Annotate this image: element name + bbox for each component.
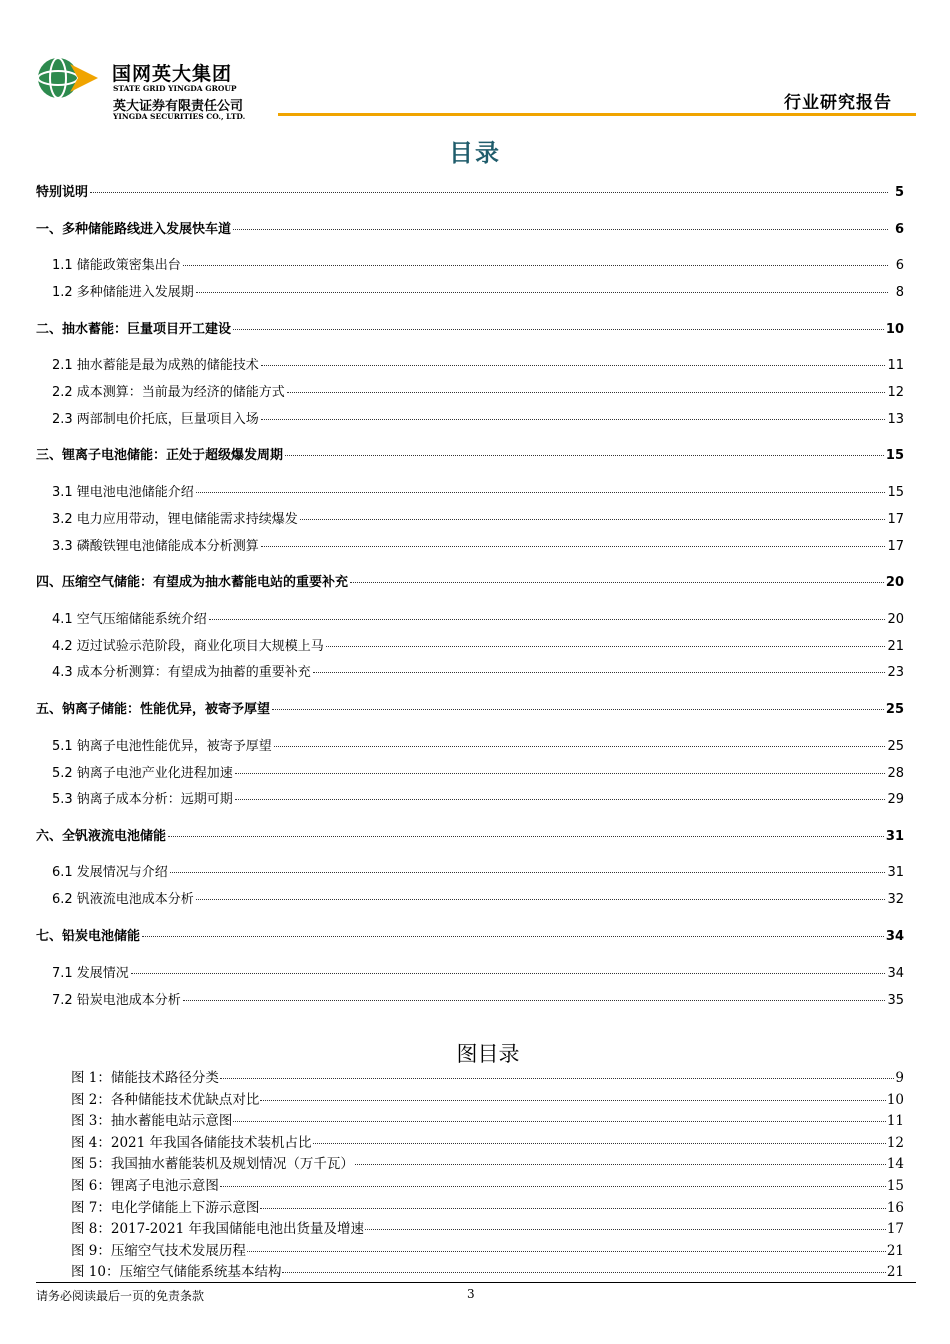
toc-entry-page: 23 xyxy=(887,665,904,680)
figure-entry-page: 12 xyxy=(886,1134,904,1151)
company-name-en: STATE GRID YINGDA GROUP xyxy=(113,84,237,93)
toc-entry[interactable] xyxy=(36,381,904,400)
toc-entry-label: 2.3 两部制电价托底，巨量项目入场 xyxy=(52,412,259,427)
toc-entry[interactable] xyxy=(36,762,904,781)
toc-leader-dots xyxy=(261,546,886,547)
figure-leader-dots xyxy=(260,1100,885,1101)
figure-entry-label: 图 2：各种储能技术优缺点对比 xyxy=(71,1091,260,1108)
toc-leader-dots xyxy=(90,192,888,193)
state-grid-logo-icon xyxy=(36,56,100,100)
figure-leader-dots xyxy=(220,1186,886,1187)
figure-entry-label: 图 3：抽水蓄能电站示意图 xyxy=(71,1113,233,1130)
figure-entry-page: 21 xyxy=(886,1264,904,1281)
toc-entry[interactable] xyxy=(36,608,904,627)
toc-leader-dots xyxy=(235,799,886,800)
toc-entry[interactable] xyxy=(36,218,904,237)
report-type: 行业研究报告 xyxy=(784,93,892,113)
header-divider xyxy=(278,113,916,116)
toc-entry-label: 4.2 迈过试验示范阶段，商业化项目大规模上马 xyxy=(52,639,324,654)
figure-entry[interactable] xyxy=(71,1174,904,1194)
toc-entry[interactable] xyxy=(36,408,904,427)
toc-entry-label: 2.2 成本测算：当前最为经济的储能方式 xyxy=(52,385,285,400)
toc-entry-page: 6 xyxy=(895,258,904,273)
figure-entry[interactable] xyxy=(71,1217,904,1237)
toc-entry-label: 七、铅炭电池储能 xyxy=(36,929,141,944)
toc-leader-dots xyxy=(131,973,886,974)
toc-entry[interactable] xyxy=(36,254,904,273)
toc-entry[interactable] xyxy=(36,861,904,880)
toc-entry[interactable] xyxy=(36,825,904,844)
toc-leader-dots xyxy=(196,492,886,493)
figure-entry-page: 10 xyxy=(886,1091,904,1108)
footer-divider xyxy=(36,1282,916,1283)
toc-entry-label: 特别说明 xyxy=(36,185,89,200)
toc-entry[interactable] xyxy=(36,318,904,337)
toc-entry-page: 31 xyxy=(887,865,904,880)
toc-entry[interactable] xyxy=(36,571,904,590)
figure-entry[interactable] xyxy=(71,1260,904,1280)
toc-leader-dots xyxy=(261,419,886,420)
toc-entry[interactable] xyxy=(36,962,904,981)
toc-entry[interactable] xyxy=(36,444,904,463)
toc-entry[interactable] xyxy=(36,535,904,554)
toc-entry-page: 25 xyxy=(887,739,904,754)
figure-entry-page: 11 xyxy=(886,1113,904,1130)
toc-entry[interactable] xyxy=(36,788,904,807)
figure-entry-label: 图 7：电化学储能上下游示意图 xyxy=(71,1199,260,1216)
toc-entry-label: 1.2 多种储能进入发展期 xyxy=(52,285,194,300)
company-name-cn: 国网英大集团 xyxy=(112,63,233,85)
toc-leader-dots xyxy=(274,746,886,747)
toc-leader-dots xyxy=(183,1000,886,1001)
subsidiary-name-en: YINGDA SECURITIES CO., LTD. xyxy=(113,112,246,121)
figure-entry-label: 图 5：我国抽水蓄能装机及规划情况（万千瓦） xyxy=(71,1156,354,1173)
page-number: 3 xyxy=(467,1287,475,1301)
toc-entry-page: 20 xyxy=(887,612,904,627)
toc-entry-page: 25 xyxy=(885,702,904,717)
toc-leader-dots xyxy=(170,872,886,873)
toc-entry-label: 4.3 成本分析测算：有望成为抽蓄的重要补充 xyxy=(52,665,311,680)
toc-leader-dots xyxy=(326,646,886,647)
toc-entry-page: 10 xyxy=(885,322,904,337)
toc-entry-page: 21 xyxy=(887,639,904,654)
toc-entry-page: 20 xyxy=(885,575,904,590)
toc-entry-page: 32 xyxy=(887,892,904,907)
toc-entry-label: 7.1 发展情况 xyxy=(52,966,129,981)
toc-leader-dots xyxy=(300,519,886,520)
toc-entry[interactable] xyxy=(36,354,904,373)
toc-entry-page: 28 xyxy=(887,766,904,781)
toc-entry-label: 6.1 发展情况与介绍 xyxy=(52,865,168,880)
toc-entry-label: 3.1 锂电池电池储能介绍 xyxy=(52,485,194,500)
toc-entry-page: 34 xyxy=(887,966,904,981)
toc-entry-label: 三、锂离子电池储能：正处于超级爆发周期 xyxy=(36,448,284,463)
toc-entry[interactable] xyxy=(36,508,904,527)
toc-leader-dots xyxy=(235,773,886,774)
toc-entry-page: 15 xyxy=(885,448,904,463)
toc-entry-page: 17 xyxy=(887,512,904,527)
figure-entry[interactable] xyxy=(71,1239,904,1259)
figure-leader-dots xyxy=(247,1251,886,1252)
figure-entry-page: 14 xyxy=(886,1156,904,1173)
toc-leader-dots xyxy=(287,392,886,393)
toc-entry[interactable] xyxy=(36,888,904,907)
figure-entry[interactable] xyxy=(71,1152,904,1172)
toc-entry-label: 5.2 钠离子电池产业化进程加速 xyxy=(52,766,233,781)
toc-entry-page: 13 xyxy=(887,412,904,427)
footer-disclaimer: 请务必阅读最后一页的免责条款 xyxy=(36,1289,205,1303)
figure-entry-label: 图 8：2017-2021 年我国储能电池出货量及增速 xyxy=(71,1221,364,1238)
figure-leader-dots xyxy=(233,1121,885,1122)
figure-entry[interactable] xyxy=(71,1131,904,1151)
figure-leader-dots xyxy=(220,1078,895,1079)
toc-entry[interactable] xyxy=(36,281,904,300)
toc-entry-page: 11 xyxy=(887,358,904,373)
figure-entry-page: 9 xyxy=(895,1070,904,1086)
toc-entry[interactable] xyxy=(36,635,904,654)
toc-entry-label: 二、抽水蓄能：巨量项目开工建设 xyxy=(36,322,232,337)
figure-leader-dots xyxy=(365,1229,886,1230)
figure-list-title: 图目录 xyxy=(456,1042,520,1066)
toc-entry-label: 3.3 磷酸铁锂电池储能成本分析测算 xyxy=(52,539,259,554)
toc-leader-dots xyxy=(183,265,888,266)
toc-leader-dots xyxy=(313,672,886,673)
toc-entry-page: 34 xyxy=(885,929,904,944)
toc-entry-label: 6.2 钒液流电池成本分析 xyxy=(52,892,194,907)
toc-leader-dots xyxy=(272,709,884,710)
figure-entry[interactable] xyxy=(71,1196,904,1216)
toc-leader-dots xyxy=(196,292,888,293)
figure-entry-label: 图 6：锂离子电池示意图 xyxy=(71,1178,219,1194)
toc-entry[interactable] xyxy=(36,661,904,680)
figure-leader-dots xyxy=(260,1208,885,1209)
toc-entry-label: 3.2 电力应用带动，锂电储能需求持续爆发 xyxy=(52,512,298,527)
toc-entry[interactable] xyxy=(36,181,904,200)
figure-entry-page: 16 xyxy=(886,1199,904,1216)
toc-entry-page: 12 xyxy=(887,385,904,400)
toc-entry-label: 四、压缩空气储能：有望成为抽水蓄能电站的重要补充 xyxy=(36,575,349,590)
toc-leader-dots xyxy=(142,936,884,937)
toc-entry[interactable] xyxy=(36,698,904,717)
subsidiary-name-cn: 英大证券有限责任公司 xyxy=(113,99,244,114)
toc-entry-label: 五、钠离子储能：性能优异，被寄予厚望 xyxy=(36,702,271,717)
toc-entry-label: 一、多种储能路线进入发展快车道 xyxy=(36,222,232,237)
toc-entry-page: 6 xyxy=(894,222,904,237)
figure-entry-label: 图 4：2021 年我国各储能技术装机占比 xyxy=(71,1134,312,1151)
toc-entry-label: 六、全钒液流电池储能 xyxy=(36,829,167,844)
toc-entry[interactable] xyxy=(36,989,904,1008)
toc-leader-dots xyxy=(168,836,884,837)
toc-entry[interactable] xyxy=(36,481,904,500)
toc-entry-page: 29 xyxy=(887,792,904,807)
figure-entry[interactable] xyxy=(71,1088,904,1108)
toc-entry-page: 17 xyxy=(887,539,904,554)
figure-entry[interactable] xyxy=(71,1066,904,1086)
toc-leader-dots xyxy=(233,229,888,230)
figure-entry-page: 17 xyxy=(886,1221,904,1238)
toc-entry-page: 8 xyxy=(895,285,904,300)
toc-leader-dots xyxy=(261,365,886,366)
figure-entry-page: 15 xyxy=(886,1178,904,1194)
toc-entry-page: 31 xyxy=(885,829,904,844)
toc-title: 目录 xyxy=(449,139,501,167)
toc-leader-dots xyxy=(285,455,884,456)
toc-entry-page: 5 xyxy=(894,185,904,200)
toc-entry-label: 1.1 储能政策密集出台 xyxy=(52,258,181,273)
toc-entry-label: 7.2 铅炭电池成本分析 xyxy=(52,993,181,1008)
figure-leader-dots xyxy=(282,1272,885,1273)
figure-entry-label: 图 1：储能技术路径分类 xyxy=(71,1070,219,1086)
figure-entry-page: 21 xyxy=(886,1242,904,1259)
toc-entry-page: 15 xyxy=(887,485,904,500)
toc-entry-page: 35 xyxy=(887,993,904,1008)
toc-leader-dots xyxy=(350,582,884,583)
toc-leader-dots xyxy=(196,899,886,900)
figure-entry-label: 图 9：压缩空气技术发展历程 xyxy=(71,1242,246,1259)
figure-leader-dots xyxy=(313,1143,886,1144)
figure-entry-label: 图 10：压缩空气储能系统基本结构 xyxy=(71,1264,282,1281)
toc-entry-label: 5.3 钠离子成本分析：远期可期 xyxy=(52,792,233,807)
toc-entry-label: 4.1 空气压缩储能系统介绍 xyxy=(52,612,207,627)
toc-leader-dots xyxy=(233,329,884,330)
figure-entry[interactable] xyxy=(71,1109,904,1129)
toc-entry-label: 5.1 钠离子电池性能优异，被寄予厚望 xyxy=(52,739,272,754)
toc-leader-dots xyxy=(209,619,886,620)
toc-entry[interactable] xyxy=(36,925,904,944)
toc-entry-label: 2.1 抽水蓄能是最为成熟的储能技术 xyxy=(52,358,259,373)
figure-leader-dots xyxy=(355,1164,886,1165)
page-header xyxy=(0,0,950,125)
toc-entry[interactable] xyxy=(36,735,904,754)
